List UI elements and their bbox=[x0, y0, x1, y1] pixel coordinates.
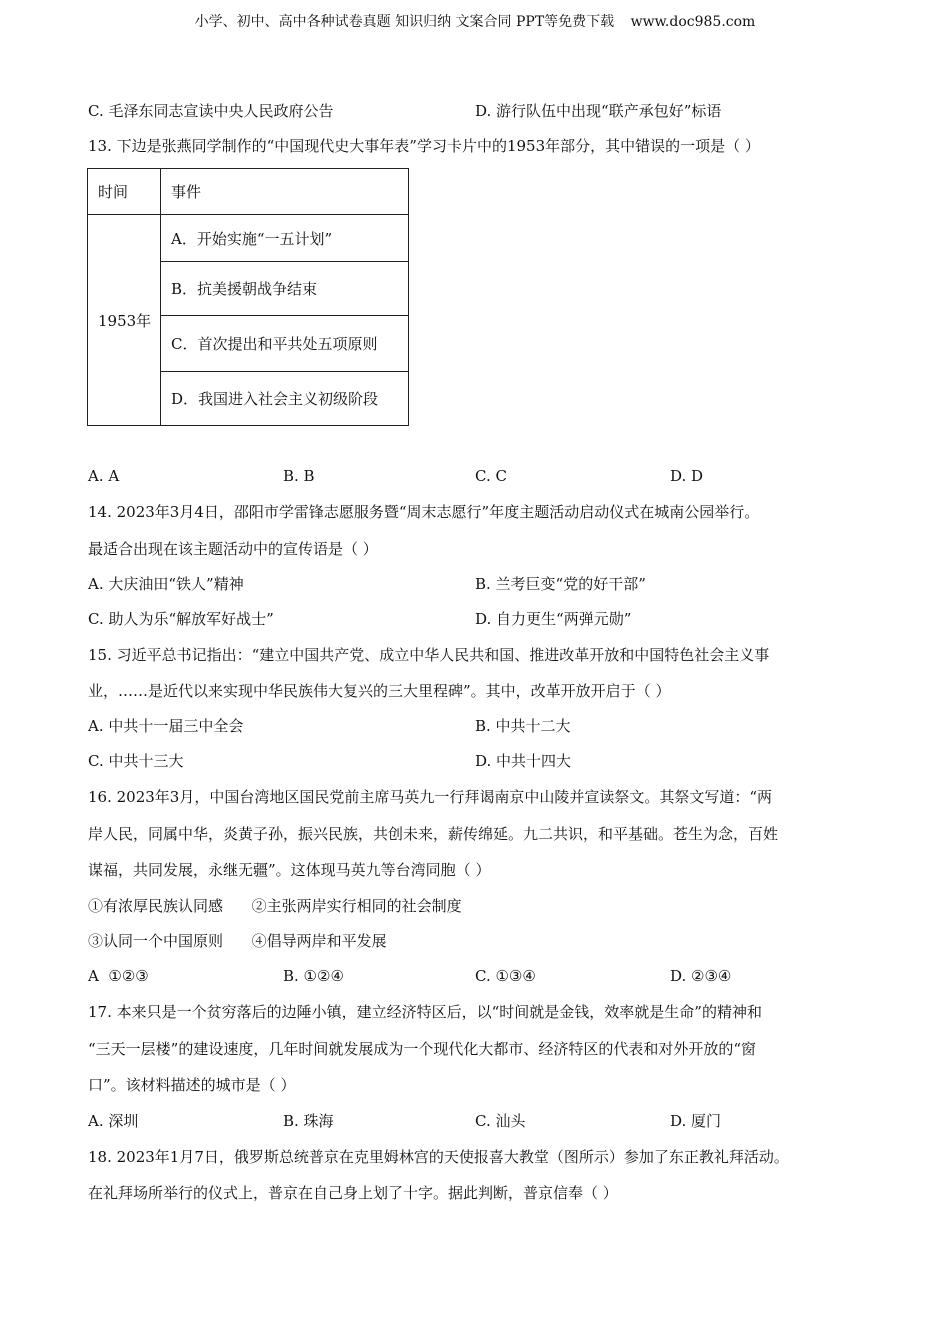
q14-option-d: D. 自力更生“两弹元勋” bbox=[475, 610, 632, 628]
q15-option-c: C. 中共十三大 bbox=[88, 752, 184, 770]
q16-stem-line2: 岸人民，同属中华，炎黄子孙，振兴民族，共创未来，薪传绵延。九二共识，和平基础。苍生为念，百姓 bbox=[88, 825, 779, 843]
table-row-a: A．开始实施“一五计划” bbox=[161, 215, 409, 262]
q17-option-b: B. 珠海 bbox=[283, 1112, 334, 1130]
q13-option-a: A. A bbox=[88, 467, 120, 485]
q16-stem-line3: 谋福，共同发展，永继无疆”。这体现马英九等台湾同胞（ ） bbox=[88, 861, 491, 879]
q13-option-b: B. B bbox=[283, 467, 315, 485]
header-text: 小学、初中、高中各种试卷真题 知识归纳 文案合同 PPT等免费下载 bbox=[194, 14, 615, 30]
table-row-d: D．我国进入社会主义初级阶段 bbox=[161, 372, 409, 426]
q16-option-c: C. ①③④ bbox=[475, 967, 536, 985]
page-header bbox=[0, 12, 950, 32]
q17-stem-line3: 口”。该材料描述的城市是（ ） bbox=[88, 1076, 296, 1094]
header-site-link[interactable]: www.doc985.com bbox=[630, 14, 756, 30]
q14-option-a: A. 大庆油田“铁人”精神 bbox=[88, 575, 244, 593]
q14-stem-line2: 最适合出现在该主题活动中的宣传语是（ ） bbox=[88, 540, 378, 558]
q15-option-b: B. 中共十二大 bbox=[475, 717, 571, 735]
q17-stem-line2: “三天一层楼”的建设速度，几年时间就发展成为一个现代化大都市、经济特区的代表和对外开放的“窗 bbox=[88, 1040, 757, 1058]
q18-stem-line2: 在礼拜场所举行的仪式上，普京在自己身上划了十字。据此判断，普京信奉（ ） bbox=[88, 1184, 618, 1202]
q15-option-d: D. 中共十四大 bbox=[475, 752, 572, 770]
q16-stem-line1: 16. 2023年3月，中国台湾地区国民党前主席马英九一行拜谒南京中山陵并宣读祭文。其祭文写道：“两 bbox=[88, 788, 773, 806]
q14-option-c: C. 助人为乐“解放军好战士” bbox=[88, 610, 274, 628]
table-row-c: C．首次提出和平共处五项原则 bbox=[161, 316, 409, 372]
table-year-cell: 1953年 bbox=[88, 215, 161, 426]
q13-stem: 13. 下边是张燕同学制作的“中国现代史大事年表”学习卡片中的1953年部分，其中错误的一项是（ ） bbox=[88, 137, 760, 155]
q12-option-d: D. 游行队伍中出现“联产承包好”标语 bbox=[475, 102, 722, 120]
q17-option-a: A. 深圳 bbox=[88, 1112, 139, 1130]
table-row-b: B．抗美援朝战争结束 bbox=[161, 262, 409, 316]
q16-option-a: A ①②③ bbox=[88, 967, 149, 985]
q16-items-1-2: ①有浓厚民族认同感 ②主张两岸实行相同的社会制度 bbox=[88, 897, 462, 915]
q15-stem-line2: 业，……是近代以来实现中华民族伟大复兴的三大里程碑”。其中，改革开放开启于（ ） bbox=[88, 682, 671, 700]
q18-stem-line1: 18. 2023年1月7日，俄罗斯总统普京在克里姆林宫的天使报喜大教堂（图所示）参加了东正教礼拜活动。 bbox=[88, 1148, 789, 1166]
q15-stem-line1: 15. 习近平总书记指出：“建立中国共产党、成立中华人民共和国、推进改革开放和中国特色社会主义事 bbox=[88, 646, 770, 664]
table-header-event: 事件 bbox=[161, 169, 409, 215]
q13-events-table bbox=[87, 168, 409, 426]
q17-option-d: D. 厦门 bbox=[670, 1112, 722, 1130]
table-header-time: 时间 bbox=[88, 169, 161, 215]
q17-option-c: C. 汕头 bbox=[475, 1112, 526, 1130]
q14-stem-line1: 14. 2023年3月4日，邵阳市学雷锋志愿服务暨“周末志愿行”年度主题活动启动仪式在城南公园举行。 bbox=[88, 503, 760, 521]
q17-stem-line1: 17. 本来只是一个贫穷落后的边陲小镇，建立经济特区后，以“时间就是金钱，效率就是生命”的精神和 bbox=[88, 1003, 762, 1021]
q14-option-b: B. 兰考巨变“党的好干部” bbox=[475, 575, 646, 593]
q13-option-c: C. C bbox=[475, 467, 507, 485]
q12-option-c: C. 毛泽东同志宣读中央人民政府公告 bbox=[88, 102, 334, 120]
q13-option-d: D. D bbox=[670, 467, 704, 485]
q16-items-3-4: ③认同一个中国原则 ④倡导两岸和平发展 bbox=[88, 932, 387, 950]
q15-option-a: A. 中共十一届三中全会 bbox=[88, 717, 244, 735]
q16-option-d: D. ②③④ bbox=[670, 967, 732, 985]
q16-option-b: B. ①②④ bbox=[283, 967, 344, 985]
